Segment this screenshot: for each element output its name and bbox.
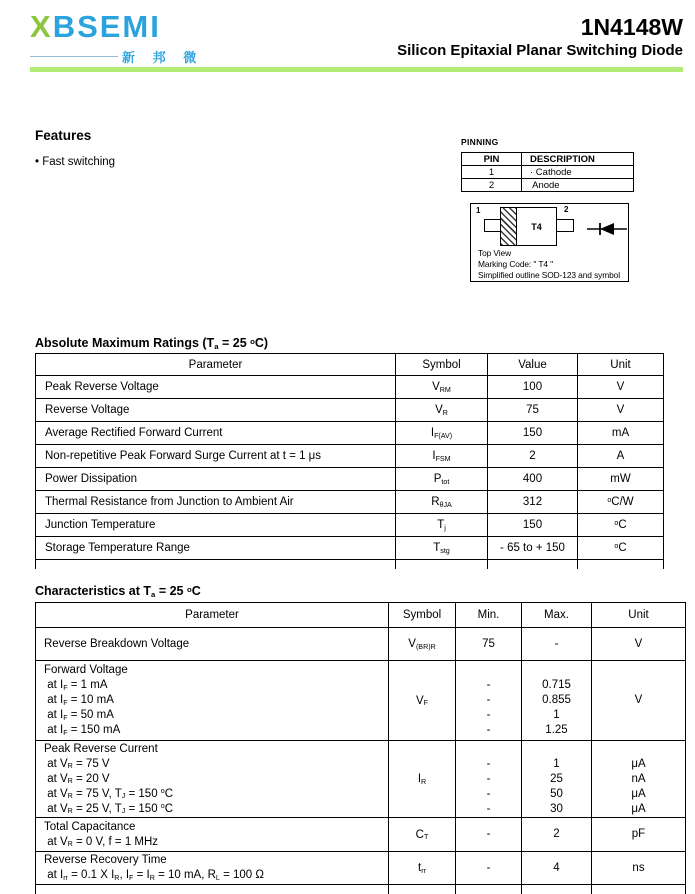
table-row: Reverse Voltage $V_R$ 75 V [36,399,664,422]
header-divider [30,67,683,72]
characteristics-title: Characteristics at $T_a = 25$ $^o$C [35,584,201,600]
feature-item: • Fast switching [35,156,116,168]
pinning-section [461,137,634,192]
table-row: Non-repetitive Peak Forward Surge Current at t = 1 μs $I_{FSM}$ 2 A [36,445,664,468]
table-row: Storage Temperature Range $T_{stg}$ - 65 to + 150 $^o$C [36,537,664,560]
table-row: Power Dissipation $P_{tot}$ 400 mW [36,468,664,491]
table-ghost-row [36,885,686,894]
table-row: Reverse Recovery Time at $I_{rr} = 0.1$ X $I_R$, $I_F = I_R = 10$ mA, $R_L = 100$ Ω $t_{rr}$ - 4 ns [36,852,686,885]
table-row: Forward Voltage at $I_F = 1$ mA at $I_F = 10$ mA at $I_F = 50$ mA at $I_F = 150$ mA $V_F$ - - - - 0.715 0.855 1 1.25 V [36,661,686,741]
pin2-label: 2 [564,205,569,214]
cathode-band [501,208,517,245]
pin1-lead [484,219,501,232]
page-subtitle: Silicon Epitaxial Planar Switching Diode [397,42,683,59]
table-row: 2 Anode [462,179,634,192]
features-title: Features [35,128,92,143]
table-row: Total Capacitance at $V_R = 0$ V, f = 1 MHz $C_T$ - 2 pF [36,818,686,852]
pinning-header-row [462,153,634,166]
package-drawing [470,203,629,282]
diode-symbol-icon [587,221,627,237]
description-column-header: DESCRIPTION [522,153,634,166]
abs-max-title: Absolute Maximum Ratings ($T_a = 25$ $^o$C) [35,336,269,352]
logo-subline [30,47,203,66]
table-row: Junction Temperature $T_j$ 150 $^o$C [36,514,664,537]
pin2-lead [556,219,574,232]
pin1-label: 1 [476,206,481,215]
package-body [500,207,557,246]
table-row: Peak Reverse Current at $V_R = 75$ V at $V_R = 20$ V at $V_R = 75$ V, $T_J = 150$ $^o$C at $V_R = 25$ V, $T_J = 150$ $^o$C $I_R$ - - - - 1 25 50 30 μA nA μA μA [36,741,686,818]
table-row: Reverse Breakdown Voltage $V_{(BR)R}$ 75 - V [36,628,686,661]
title-block [397,14,683,61]
package-caption: Top View Marking Code: " T4 " Simplified outline SOD-123 and symbol [478,248,621,280]
logo-underline [30,56,118,57]
pinning-title: PINNING [461,137,499,147]
abs-max-header-row: Parameter Symbol Value Unit [36,354,664,376]
characteristics-table [35,602,686,894]
pin-column-header: PIN [462,153,522,166]
part-number: 1N4148W [580,14,683,40]
abs-max-table [35,353,664,569]
table-row: Average Rectified Forward Current $I_{F(AV)}$ 150 mA [36,422,664,445]
pinning-table [461,152,634,192]
logo-chinese-text: 新 邦 微 [122,50,204,65]
table-row: Peak Reverse Voltage $V_{RM}$ 100 V [36,376,664,399]
marking-code: T4 [531,221,542,232]
features-section [35,128,115,168]
table-row: Thermal Resistance from Junction to Ambient Air $R_{\theta JA}$ 312 $^o$C/W [36,491,664,514]
table-row: 1 · Cathode [462,166,634,179]
table-ghost-row [36,560,664,569]
characteristics-header-row: Parameter Symbol Min. Max. Unit [36,603,686,628]
logo-wordmark: XBSEMI [30,9,161,44]
company-logo [30,10,203,66]
